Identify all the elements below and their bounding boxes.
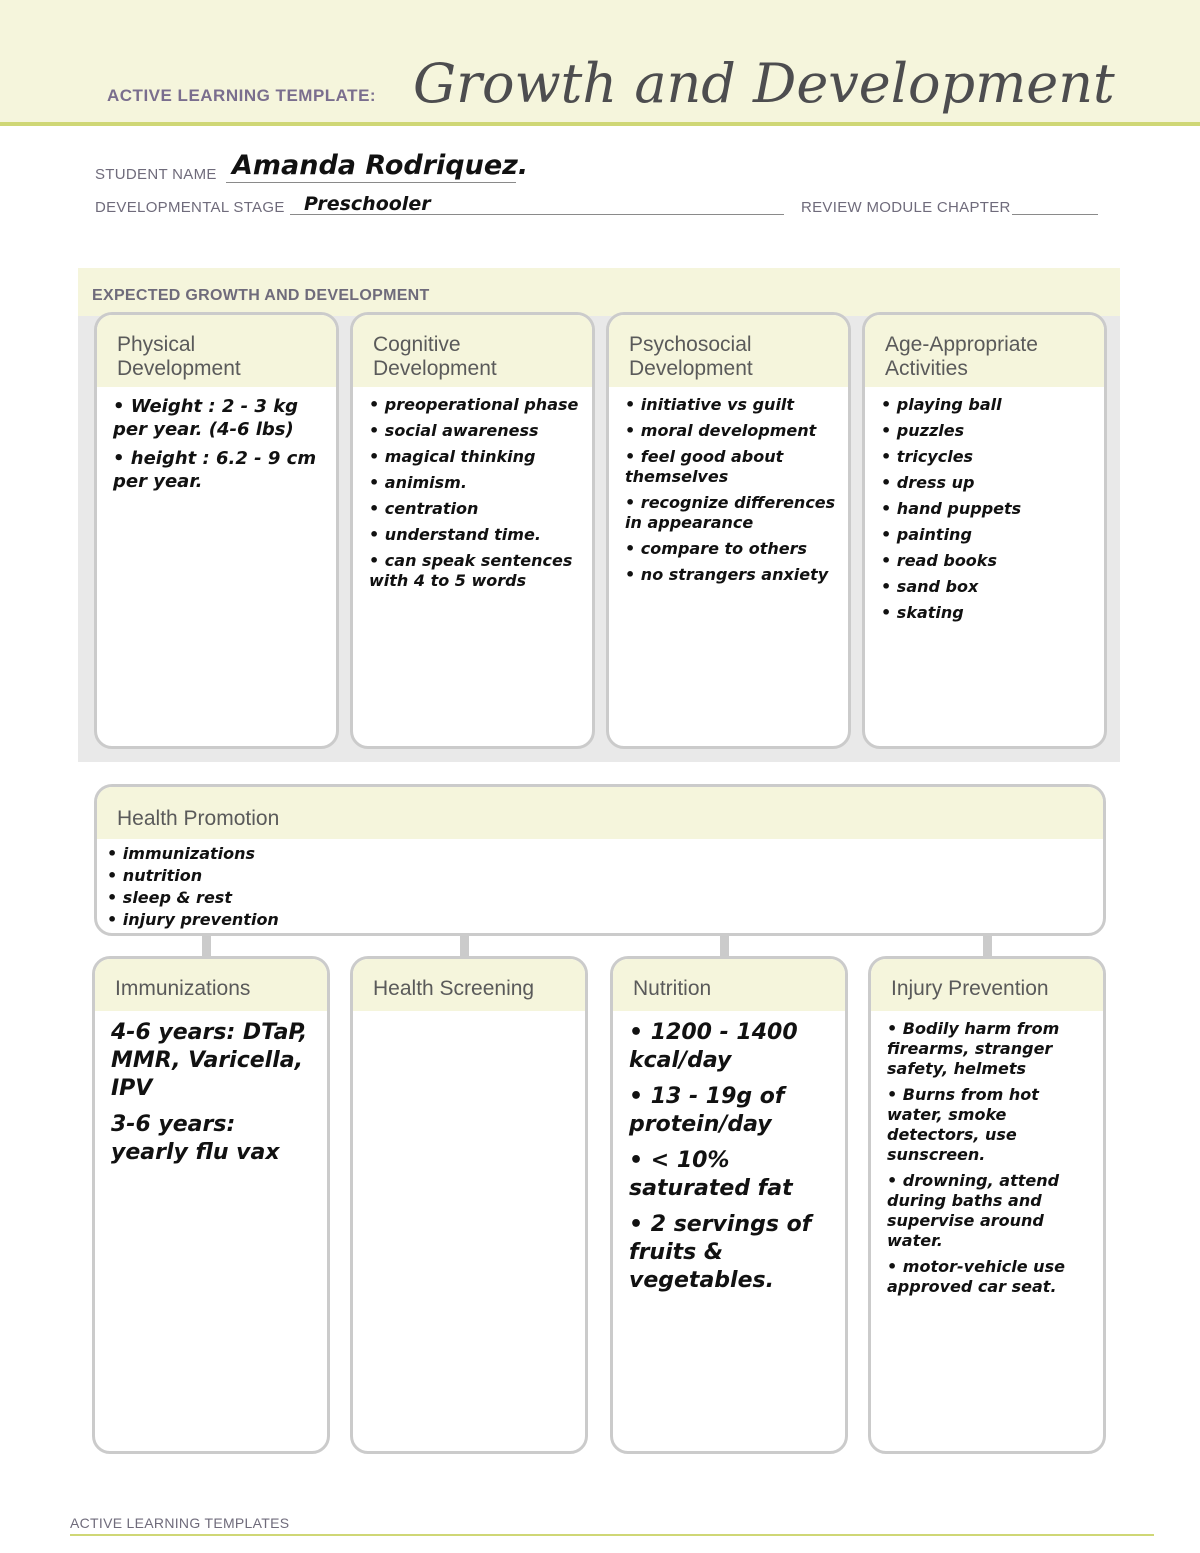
- list-item: • social awareness: [369, 421, 539, 440]
- list-item: • feel good about themselves: [625, 447, 784, 486]
- connector: [202, 935, 211, 957]
- cognitive-development-heading: [353, 315, 592, 387]
- list-item: • tricycles: [881, 447, 974, 466]
- list-item: • puzzles: [881, 421, 965, 440]
- footer-label: ACTIVE LEARNING TEMPLATES: [70, 1515, 290, 1531]
- physical-development-notes[interactable]: [97, 387, 336, 493]
- connector: [460, 935, 469, 957]
- list-item: • sand box: [881, 577, 979, 596]
- psychosocial-development-card: [606, 312, 851, 749]
- immunizations-card: [92, 956, 330, 1454]
- psychosocial-heading-line-1: Psychosocial: [629, 333, 752, 356]
- list-item: • Bodily harm from firearms, stranger safety, helmets: [887, 1019, 1060, 1078]
- injury-prevention-notes[interactable]: [871, 1011, 1103, 1297]
- list-item: 4-6 years: DTaP, MMR, Varicella, IPV: [111, 1020, 308, 1101]
- injury-prevention-heading: Injury Prevention: [871, 959, 1103, 1011]
- expected-growth-title: EXPECTED GROWTH AND DEVELOPMENT: [92, 287, 430, 304]
- list-item: • no strangers anxiety: [625, 565, 829, 584]
- list-item: • dress up: [881, 473, 975, 492]
- physical-development-heading: [97, 315, 336, 387]
- list-item: • skating: [881, 603, 964, 622]
- list-item: • motor-vehicle use approved car seat.: [887, 1257, 1065, 1296]
- cognitive-heading-line-1: Cognitive: [373, 333, 461, 356]
- activities-heading: [865, 315, 1104, 387]
- physical-heading-line-2: Development: [117, 357, 241, 380]
- list-item: • recognize differences in appearance: [625, 493, 836, 532]
- cognitive-development-card: [350, 312, 595, 749]
- stage-label: DEVELOPMENTAL STAGE: [95, 199, 285, 216]
- cognitive-development-notes[interactable]: [353, 387, 592, 591]
- nutrition-heading: Nutrition: [613, 959, 845, 1011]
- list-item: • Burns from hot water, smoke detectors, use sunscreen.: [887, 1085, 1039, 1164]
- list-item: • 2 servings of fruits & vegetables.: [629, 1212, 812, 1293]
- stage-value[interactable]: Preschooler: [304, 193, 431, 215]
- list-item: • understand time.: [369, 525, 541, 544]
- list-item: • drowning, attend during baths and supervise around water.: [887, 1171, 1060, 1250]
- nutrition-notes[interactable]: [613, 1011, 845, 1295]
- physical-development-card: [94, 312, 339, 749]
- psychosocial-development-heading: [609, 315, 848, 387]
- list-item: • compare to others: [625, 539, 808, 558]
- activities-notes[interactable]: [865, 387, 1104, 623]
- list-item: • height : 6.2 - 9 cm per year.: [113, 448, 317, 492]
- activities-card: [862, 312, 1107, 749]
- health-promotion-heading: Health Promotion: [97, 787, 1103, 839]
- health-screening-heading: Health Screening: [353, 959, 585, 1011]
- review-chapter-line[interactable]: [1012, 196, 1098, 215]
- list-item: • animism.: [369, 473, 467, 492]
- list-item: • magical thinking: [369, 447, 536, 466]
- list-item: • sleep & rest: [107, 888, 232, 907]
- list-item: • nutrition: [107, 866, 203, 885]
- list-item: • can speak sentences with 4 to 5 words: [369, 551, 573, 590]
- list-item: • 13 - 19g of protein/day: [629, 1084, 785, 1137]
- list-item: • injury prevention: [107, 910, 279, 929]
- list-item: • initiative vs guilt: [625, 395, 795, 414]
- psychosocial-development-notes[interactable]: [609, 387, 848, 585]
- footer-rule: [70, 1534, 1154, 1536]
- immunizations-heading: Immunizations: [95, 959, 327, 1011]
- list-item: • moral development: [625, 421, 817, 440]
- immunizations-notes[interactable]: [95, 1011, 327, 1167]
- list-item: 3-6 years: yearly flu vax: [111, 1112, 280, 1165]
- psychosocial-heading-line-2: Development: [629, 357, 753, 380]
- health-promotion-notes[interactable]: [97, 839, 1103, 931]
- review-chapter-label: REVIEW MODULE CHAPTER: [801, 199, 1011, 216]
- list-item: • read books: [881, 551, 997, 570]
- connector: [983, 935, 992, 957]
- student-name-label: STUDENT NAME: [95, 166, 217, 183]
- activities-heading-line-1: Age-Appropriate: [885, 333, 1038, 356]
- health-screening-notes[interactable]: [353, 1011, 585, 1019]
- header-rule: [0, 122, 1200, 126]
- physical-heading-line-1: Physical: [117, 333, 196, 356]
- health-promotion-card: [94, 784, 1106, 936]
- list-item: • 1200 - 1400 kcal/day: [629, 1020, 798, 1073]
- list-item: • < 10% saturated fat: [629, 1148, 793, 1201]
- page-title: Growth and Development: [413, 52, 1115, 115]
- list-item: • painting: [881, 525, 972, 544]
- injury-prevention-card: [868, 956, 1106, 1454]
- list-item: • preoperational phase: [369, 395, 579, 414]
- student-name-value[interactable]: Amanda Rodriquez.: [232, 150, 529, 181]
- template-label: ACTIVE LEARNING TEMPLATE:: [107, 86, 377, 105]
- list-item: • playing ball: [881, 395, 1002, 414]
- activities-heading-line-2: Activities: [885, 357, 968, 380]
- list-item: • Weight : 2 - 3 kg per year. (4-6 lbs): [113, 396, 299, 440]
- health-screening-card: [350, 956, 588, 1454]
- cognitive-heading-line-2: Development: [373, 357, 497, 380]
- nutrition-card: [610, 956, 848, 1454]
- list-item: • hand puppets: [881, 499, 1022, 518]
- list-item: • centration: [369, 499, 479, 518]
- list-item: • immunizations: [107, 844, 256, 863]
- connector: [720, 935, 729, 957]
